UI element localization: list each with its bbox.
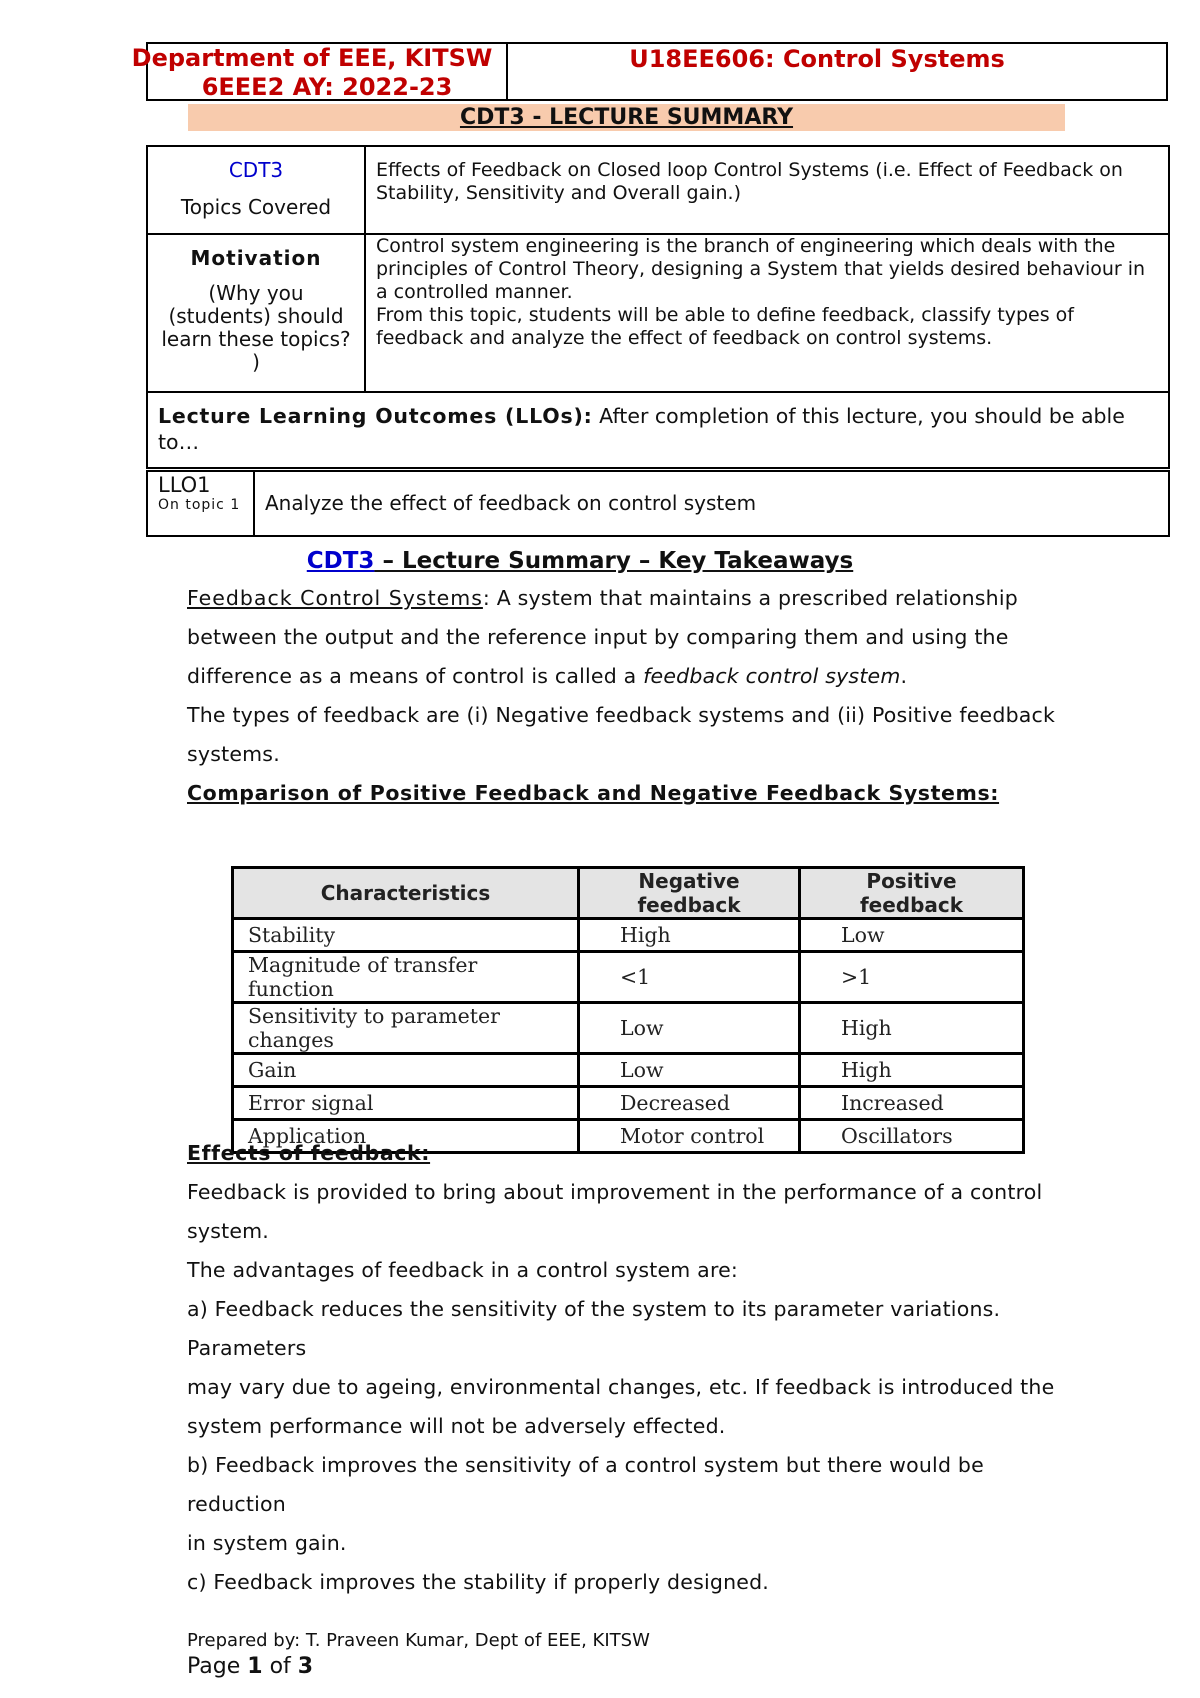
llo-text: Analyze the effect of feedback on control system: [254, 471, 1169, 536]
course-title: U18EE606: Control Systems: [629, 45, 1005, 73]
comparison-header: Positive feedback: [800, 868, 1024, 919]
effects-heading: Effects of feedback:: [187, 1141, 431, 1165]
topics-cell: [147, 146, 365, 234]
fcs-heading: Feedback Control Systems: [187, 586, 483, 610]
comparison-heading: Comparison of Positive Feedback and Negative Feedback Systems:: [187, 781, 1000, 805]
page-current: 1: [247, 1654, 263, 1679]
motivation-cell: [147, 234, 365, 392]
table-cell: High: [579, 919, 800, 952]
page-number: [187, 1654, 313, 1679]
table-cell: Gain: [233, 1054, 579, 1087]
llo-intro: After completion of this lecture, you should be able to…: [158, 404, 1125, 454]
topics-label: Topics Covered: [180, 195, 332, 219]
table-row: [233, 919, 1024, 952]
table-cell: Decreased: [579, 1087, 800, 1120]
department-name: Department of EEE, KITSW: [131, 44, 493, 72]
table-cell: Application: [233, 1120, 579, 1153]
advantage-c: c) Feedback improves the stability if properly designed.: [187, 1570, 769, 1594]
comparison-header-row: [233, 868, 1024, 919]
advantage-a-line-2: may vary due to ageing, environmental changes, etc. If feedback is introduced the system performance will not be adversely effected.: [187, 1375, 1055, 1438]
lecture-summary-banner: CDT3 - LECTURE SUMMARY: [188, 104, 1065, 131]
effects-paragraph-1: Feedback is provided to bring about improvement in the performance of a control system.: [187, 1180, 1043, 1243]
lecture-info-table: [146, 145, 1170, 469]
prepared-name: T. Praveen Kumar, Dept of EEE, KITSW: [300, 1630, 650, 1651]
table-cell: Low: [800, 919, 1024, 952]
fcs-text: A system that maintains a prescribed relationship between the output and the reference input by comparing them and using the difference as a means of control is called a: [187, 586, 1018, 688]
feedback-types: The types of feedback are (i) Negative feedback systems and (ii) Positive feedback systems.: [187, 703, 1056, 766]
table-row: [233, 1087, 1024, 1120]
effects-section: [187, 1134, 1087, 1602]
table-row: [233, 952, 1024, 1003]
motivation-sub: (Why you (students) should learn these topics? ): [161, 281, 351, 374]
table-cell: High: [800, 1054, 1024, 1087]
advantage-b-line-2: in system gain.: [187, 1531, 347, 1555]
table-cell: Low: [579, 1054, 800, 1087]
table-cell: Stability: [233, 919, 579, 952]
llo-table: [146, 470, 1170, 537]
table-cell: Sensitivity to parameter changes: [233, 1003, 579, 1054]
motivation-text-1: Control system engineering is the branch of engineering which deals with the principles of Control Theory, designing a System that yields desired behaviour in a controlled manner.: [376, 235, 1146, 303]
table-cell: Low: [579, 1003, 800, 1054]
academic-year: 6EEE2 AY: 2022-23: [201, 73, 453, 101]
topics-code: CDT3: [228, 158, 284, 182]
table-cell: Error signal: [233, 1087, 579, 1120]
comparison-table: [231, 866, 1025, 1154]
table-cell: Increased: [800, 1087, 1024, 1120]
motivation-title: Motivation: [190, 246, 322, 270]
table-cell: Motor control: [579, 1120, 800, 1153]
table-cell: >1: [800, 952, 1024, 1003]
llo-code-cell: [147, 471, 254, 536]
page-label: Page: [187, 1654, 248, 1679]
motivation-text-cell: [365, 234, 1169, 392]
effects-paragraph-2: The advantages of feedback in a control system are:: [187, 1258, 739, 1282]
page-of: of: [262, 1654, 298, 1679]
advantage-b-line-1: b) Feedback improves the sensitivity of a control system but there would be reduction: [187, 1453, 984, 1516]
llo-code: LLO1: [158, 473, 211, 497]
llo-intro-cell: [147, 392, 1169, 468]
summary-title-code: CDT3: [306, 548, 375, 574]
table-row: [233, 1003, 1024, 1054]
feedback-definition: Feedback Control Systems: A system that maintains a prescribed relationship between the output and the reference input by comparing them and using the difference as a means of control is called a feedback control system. The types of feedback are (i) Negative feedback systems and (ii) Positive feedback systems. Comparison of Positive Feedback and Negative Feedback Systems:: [187, 579, 1087, 813]
table-cell: High: [800, 1003, 1024, 1054]
table-cell: Oscillators: [800, 1120, 1024, 1153]
table-cell: <1: [579, 952, 800, 1003]
summary-title-rest: – Lecture Summary – Key Takeaways: [374, 548, 854, 574]
summary-title: [0, 548, 1180, 574]
comparison-header: Characteristics: [233, 868, 579, 919]
document-header: [131, 42, 1168, 101]
motivation-text-2: From this topic, students will be able to define feedback, classify types of feedback and analyze the effect of feedback on control systems.: [376, 304, 1074, 349]
topics-text: Effects of Feedback on Closed loop Control Systems (i.e. Effect of Feedback on Stability, Sensitivity and Overall gain.): [365, 146, 1169, 234]
prepared-label: Prepared by:: [187, 1630, 301, 1651]
fcs-italic: feedback control system: [643, 664, 901, 688]
table-cell: Magnitude of transfer function: [233, 952, 579, 1003]
prepared-by: [187, 1630, 650, 1651]
comparison-header: Negative feedback: [579, 868, 800, 919]
department-block: [131, 44, 508, 101]
table-row: [233, 1054, 1024, 1087]
advantage-a-line-1: a) Feedback reduces the sensitivity of the system to its parameter variations. Parameters: [187, 1297, 1001, 1360]
llo-heading: Lecture Learning Outcomes (LLOs):: [158, 404, 593, 428]
page-total: 3: [297, 1654, 314, 1679]
llo-topic: On topic 1: [158, 497, 241, 513]
